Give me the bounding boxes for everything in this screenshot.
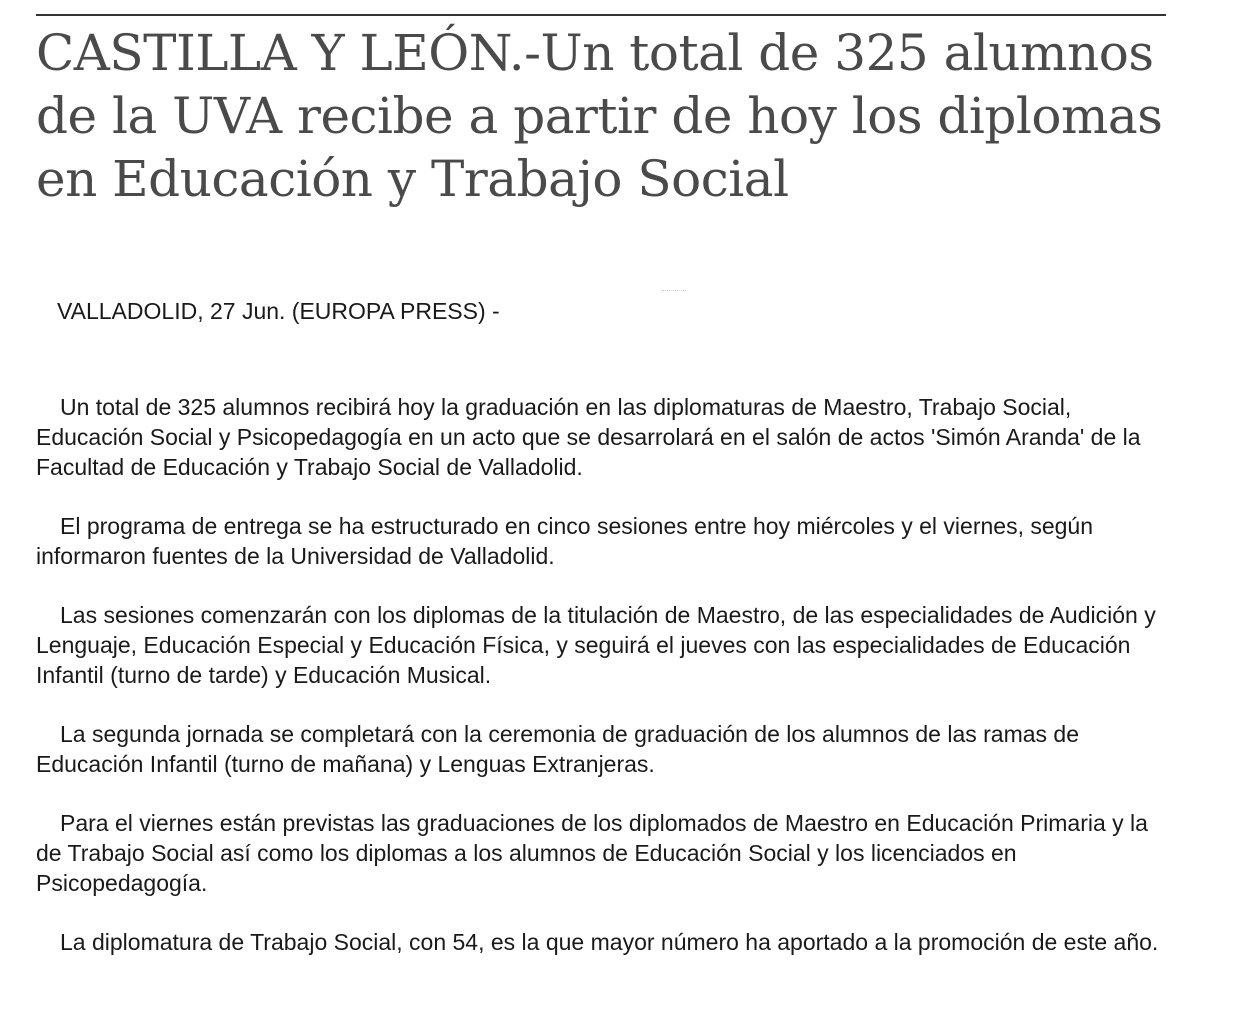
dateline: VALLADOLID, 27 Jun. (EUROPA PRESS) - (57, 298, 500, 324)
paragraph: El programa de entrega se ha estructurado en cinco sesiones entre hoy miércoles y el viernes, según informaron fuentes de la Universidad de Valladolid. (36, 513, 1094, 569)
paragraph: La diplomatura de Trabajo Social, con 54, es la que mayor número ha aportado a la promoción de este año. (60, 929, 1159, 955)
paragraph: Para el viernes están previstas las graduaciones de los diplomados de Maestro en Educación Primaria y la de Trabajo Social así como los diplomas a los alumnos de Educación Social y los licenciados en Psicopedagogía. (36, 810, 1148, 896)
paragraph: La segunda jornada se completará con la ceremonia de graduación de los alumnos de las ramas de Educación Infantil (turno de mañana) y Lenguas Extranjeras. (36, 721, 1080, 777)
scan-speck (662, 290, 686, 293)
paragraph: Las sesiones comenzarán con los diplomas de la titulación de Maestro, de las especialidades de Audición y Lenguaje, Educación Especial y Educación Física, y seguirá el jueves con las especialidades de Educación Infantil (turno de tarde) y Educación Musical. (36, 602, 1156, 688)
paragraph: Un total de 325 alumnos recibirá hoy la graduación en las diplomaturas de Maestro, Trabajo Social, Educación Social y Psicopedagogía en un acto que se desarrolará en el salón de actos 'Simón Aranda' de la Facultad de Educación y Trabajo Social de Valladolid. (36, 394, 1141, 480)
headline: CASTILLA Y LEÓN.-Un total de 325 alumnos de la UVA recibe a partir de hoy los diplomas en Educación y Trabajo Social (36, 24, 1163, 208)
article-body (36, 392, 1166, 986)
top-rule (36, 14, 1166, 16)
